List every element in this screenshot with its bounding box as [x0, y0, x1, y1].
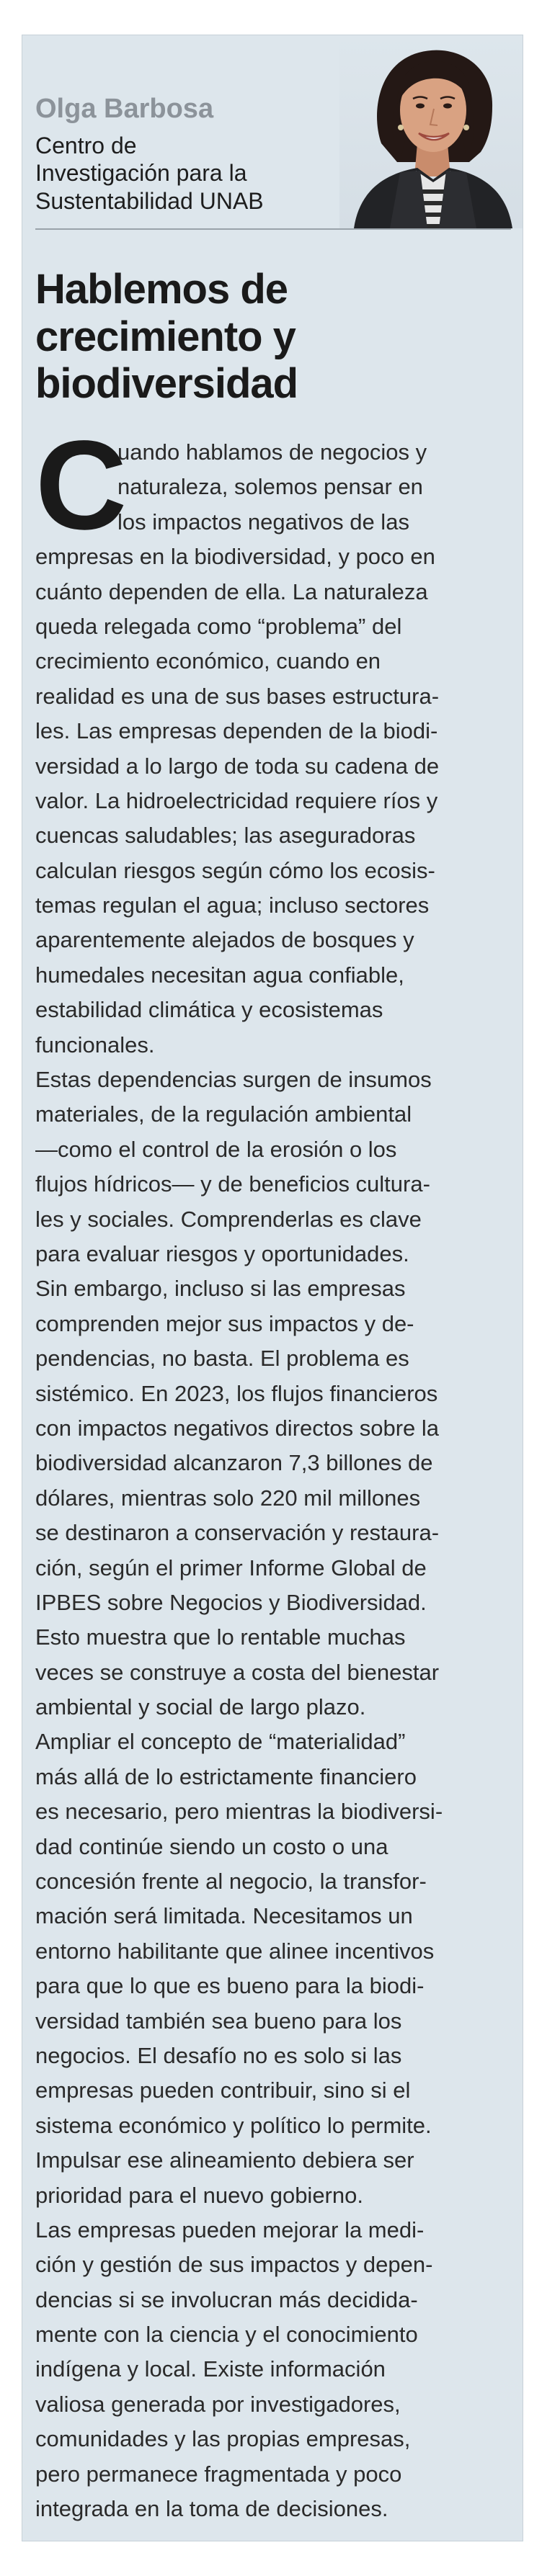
article-line: ambiental y social de largo plazo.: [35, 1694, 366, 1720]
article-line: valiosa generada por investigadores,: [35, 2391, 401, 2417]
article-line: sistémico. En 2023, los flujos financieros: [35, 1380, 438, 1406]
article-line: crecimiento económico, cuando en: [35, 648, 381, 674]
article-line: biodiversidad alcanzaron 7,3 billones de: [35, 1450, 433, 1476]
article-line: es necesario, pero mientras la biodiversi-: [35, 1799, 443, 1825]
article-line: Ampliar el concepto de “materialidad”: [35, 1729, 406, 1755]
affiliation-line: Centro de: [35, 132, 137, 158]
header-divider: [35, 228, 511, 230]
article-line: mación será limitada. Necesitamos un: [35, 1903, 413, 1929]
article-line: con impactos negativos directos sobre la: [35, 1415, 440, 1441]
article-body: [35, 415, 511, 2526]
article-line: humedales necesitan agua confiable,: [35, 962, 404, 988]
article-line: más allá de lo estrictamente financiero: [35, 1763, 417, 1789]
article-line: Impulsar ese alineamiento debiera ser: [35, 2147, 414, 2173]
article-line: Las empresas pueden mejorar la medi-: [35, 2217, 425, 2242]
author-name: Olga Barbosa: [35, 94, 214, 124]
article-line: empresas en la biodiversidad, y poco en: [35, 544, 435, 570]
article-line: funcionales.: [35, 1032, 155, 1057]
headline-line: biodiversidad: [35, 360, 298, 408]
author-affiliation: [35, 132, 345, 215]
article-line: flujos hídricos— y de beneficios cultura-: [35, 1171, 430, 1197]
article-line: negocios. El desafío no es solo si las: [35, 2042, 402, 2068]
article-line: estabilidad climática y ecosistemas: [35, 997, 383, 1023]
article-line: versidad a lo largo de toda su cadena de: [35, 753, 440, 779]
article-line: comunidades y las propias empresas,: [35, 2426, 411, 2452]
article-line: para evaluar riesgos y oportunidades.: [35, 1240, 409, 1266]
drop-cap: C: [35, 415, 128, 556]
article-line: queda relegada como “problema” del: [35, 613, 402, 639]
article-line: dólares, mientras solo 220 mil millones: [35, 1485, 421, 1511]
headline-line: Hablemos de: [35, 266, 288, 313]
article-line: veces se construye a costa del bienestar: [35, 1659, 440, 1685]
article-line: se destinaron a conservación y restaura-: [35, 1520, 440, 1546]
article-line: pendencias, no basta. El problema es: [35, 1346, 409, 1372]
article-line: pero permanece fragmentada y poco: [35, 2461, 402, 2487]
article-line: mente con la ciencia y el conocimiento: [35, 2322, 418, 2348]
article-line: les y sociales. Comprenderlas es clave: [35, 1206, 422, 1232]
article-line: para que lo que es bueno para la biodi-: [35, 1973, 425, 1999]
article-line: les. Las empresas dependen de la biodi-: [35, 718, 438, 744]
article-line: cuencas saludables; las aseguradoras: [35, 823, 416, 849]
article-line: temas regulan el agua; incluso sectores: [35, 893, 430, 918]
article-line: integrada en la toma de decisiones.: [35, 2496, 388, 2522]
article-line: dad continúe siendo un costo o una: [35, 1833, 388, 1859]
article-line: aparentemente alejados de bosques y: [35, 927, 414, 953]
article-line: valor. La hidroelectricidad requiere ríos y: [35, 787, 438, 813]
article-headline: [35, 266, 511, 408]
article-line: dencias si se involucran más decidida-: [35, 2286, 418, 2312]
article-line: cuánto dependen de ella. La naturaleza: [35, 578, 428, 604]
article-line: Estas dependencias surgen de insumos: [35, 1067, 432, 1093]
article-line: IPBES sobre Negocios y Biodiversidad.: [35, 1589, 427, 1615]
opinion-column: [22, 35, 523, 2541]
article-line: indígena y local. Existe información: [35, 2356, 386, 2382]
author-byline: [35, 94, 345, 215]
article-line: entorno habilitante que alinee incentivos: [35, 1938, 435, 1964]
article-line: —como el control de la erosión o los: [35, 1136, 397, 1162]
headline-line: crecimiento y: [35, 313, 296, 360]
author-portrait: [339, 35, 523, 228]
article-line: calculan riesgos según cómo los ecosis-: [35, 857, 435, 883]
article-line: realidad es una de sus bases estructura-: [35, 683, 440, 709]
article-line: concesión frente al negocio, la transfor-: [35, 1869, 427, 1895]
article-line: Sin embargo, incluso si las empresas: [35, 1276, 406, 1302]
article-line: empresas pueden contribuir, sino si el: [35, 2078, 411, 2103]
affiliation-line: Sustentabilidad UNAB: [35, 187, 264, 214]
article-line: uando hablamos de negocios y: [117, 439, 427, 465]
article-line: ción, según el primer Informe Global de: [35, 1555, 427, 1580]
article-line: sistema económico y político lo permite.: [35, 2112, 432, 2138]
article-line: materiales, de la regulación ambiental: [35, 1101, 412, 1127]
article-line: ción y gestión de sus impactos y depen-: [35, 2252, 433, 2278]
article-line: Esto muestra que lo rentable muchas: [35, 1624, 406, 1650]
article-line: los impactos negativos de las: [117, 509, 409, 535]
article-line: naturaleza, solemos pensar en: [117, 474, 423, 500]
article-line: versidad también sea bueno para los: [35, 2008, 402, 2034]
article-line: prioridad para el nuevo gobierno.: [35, 2182, 363, 2208]
affiliation-line: Investigación para la: [35, 160, 247, 187]
article-line: comprenden mejor sus impactos y de-: [35, 1310, 414, 1336]
